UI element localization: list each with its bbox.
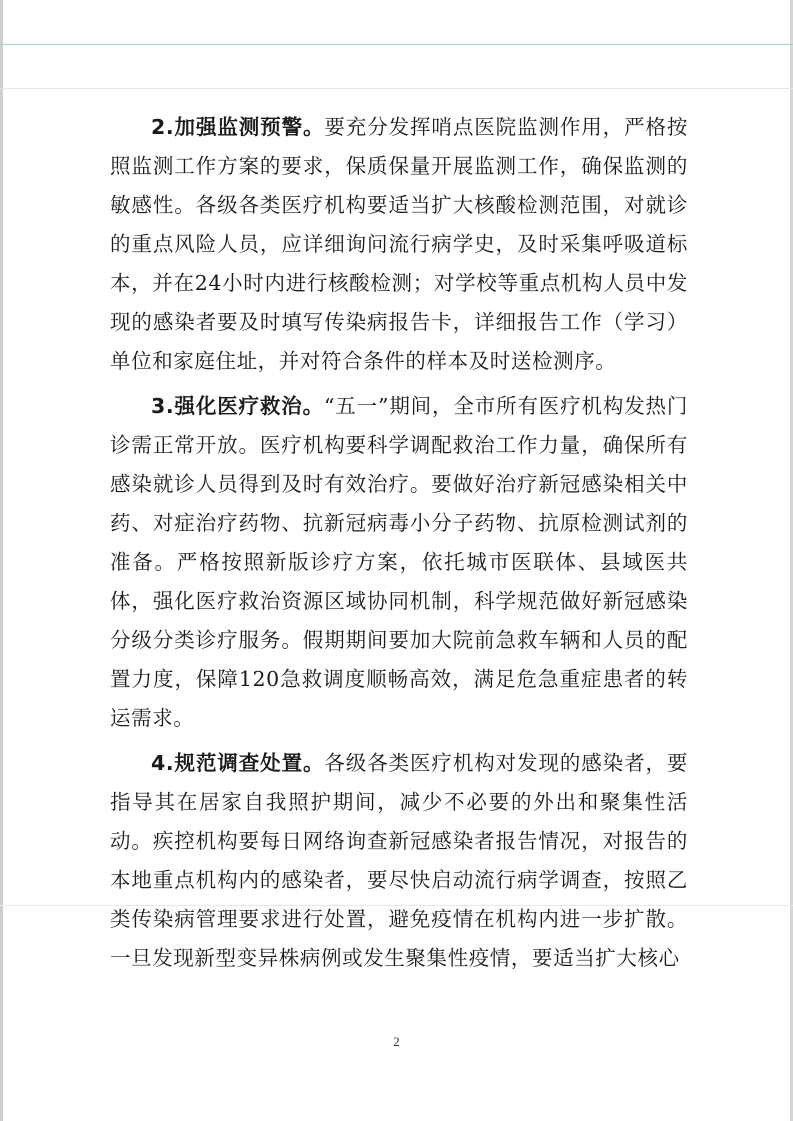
scan-artifact-line <box>0 44 793 45</box>
paragraph-text: 各级各类医疗机构对发现的感染者，要指导其在居家自我照护期间，减少不必要的外出和聚集性活动。疾控机构要每日网络询查新冠感染者报告情况，对报告的本地重点机构内的感染者，要尽快启动流行病学调查，按照乙类传染病管理要求进行处置，避免疫情在机构内进一步扩散。一旦发现新型变异株病例或发生聚集性疫情，要适当扩大核心 <box>110 751 689 970</box>
scan-artifact-line <box>0 88 793 89</box>
paragraph-heading: 4.规范调查处置。 <box>151 751 325 775</box>
scan-edge-left <box>0 0 3 1121</box>
paragraph-heading: 2.加强监测预警。 <box>151 115 325 139</box>
paragraph-monitoring <box>110 108 688 381</box>
page-number: 2 <box>393 1034 400 1049</box>
paragraph-treatment <box>110 387 688 738</box>
paragraph-investigation <box>110 744 688 978</box>
document-body <box>110 108 688 984</box>
paragraph-heading: 3.强化医疗救治。 <box>151 394 324 418</box>
paragraph-text: “五一”期间，全市所有医疗机构发热门诊需正常开放。医疗机构要科学调配救治工作力量，确保所有感染就诊人员得到及时有效治疗。要做好治疗新冠感染相关中药、对症治疗药物、抗新冠病毒小分子药物、抗原检测试剂的准备。严格按照新版诊疗方案，依托城市医联体、县域医共体，强化医疗救治资源区域协同机制，科学规范做好新冠感染分级分类诊疗服务。假期期间要加大院前急救车辆和人员的配置力度，保障120急救调度顺畅高效，满足危急重症患者的转运需求。 <box>110 394 688 730</box>
paragraph-text: 要充分发挥哨点医院监测作用，严格按照监测工作方案的要求，保质保量开展监测工作，确保监测的敏感性。各级各类医疗机构要适当扩大核酸检测范围，对就诊的重点风险人员，应详细询问流行病学史，及时采集呼吸道标本，并在24小时内进行核酸检测；对学校等重点机构人员中发现的感染者要及时填写传染病报告卡，详细报告工作（学习）单位和家庭住址，并对符合条件的样本及时送检测序。 <box>110 115 689 373</box>
